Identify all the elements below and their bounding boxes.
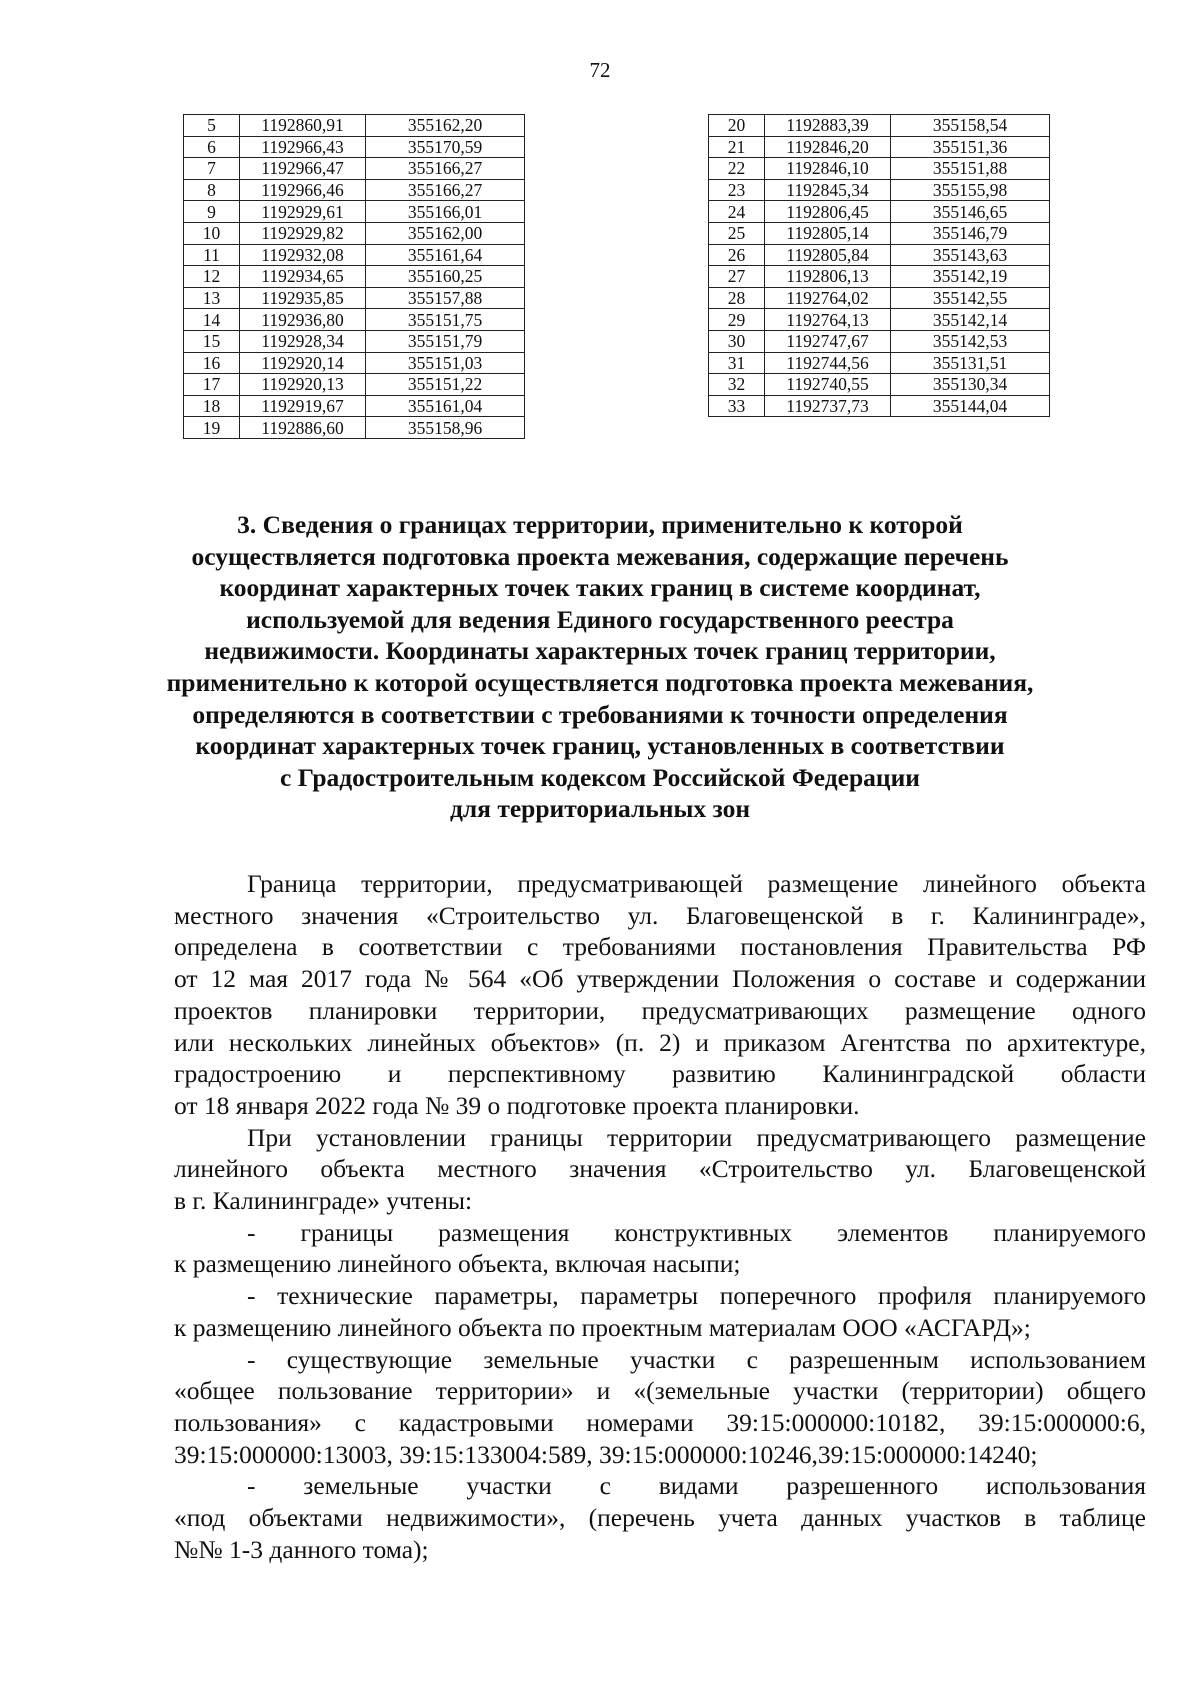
point-number-cell: 17 [184,374,240,396]
x-coordinate-cell: 1192935,85 [240,287,366,309]
table-row [184,266,525,288]
paragraph-line: проектов планировки территории, предусматривающих размещение одного [174,995,1146,1025]
table-row [709,309,1050,331]
x-coordinate-cell: 1192846,20 [765,136,891,158]
table-row [184,244,525,266]
y-coordinate-cell: 355166,27 [366,158,525,180]
paragraph-line: При установлении границы территории предусматривающего размещение [247,1122,1146,1152]
table-row [709,330,1050,352]
paragraph-line: линейного объекта местного значения «Строительство ул. Благовещенской [174,1154,1146,1184]
paragraph-line: «общее пользование территории» и «(земельные участки (территории) общего [174,1376,1146,1406]
page-number: 72 [589,58,611,82]
y-coordinate-cell: 355155,98 [891,179,1050,201]
point-number-cell: 12 [184,266,240,288]
table-row [184,374,525,396]
point-number-cell: 25 [709,222,765,244]
heading-line: с Градостроительным кодексом Российской Федерации [280,762,920,792]
paragraph-line: пользования» с кадастровыми номерами 39:15:000000:10182, 39:15:000000:6, [174,1407,1146,1437]
point-number-cell: 24 [709,201,765,223]
table-row [184,287,525,309]
x-coordinate-cell: 1192860,91 [240,115,366,137]
y-coordinate-cell: 355162,00 [366,222,525,244]
point-number-cell: 26 [709,244,765,266]
y-coordinate-cell: 355170,59 [366,136,525,158]
point-number-cell: 14 [184,309,240,331]
point-number-cell: 19 [184,417,240,439]
paragraph-line: определена в соответствии с требованиями постановления Правительства РФ [174,932,1146,962]
y-coordinate-cell: 355161,04 [366,395,525,417]
table-row [709,136,1050,158]
paragraph-line: Граница территории, предусматривающей размещение линейного объекта [247,869,1146,898]
point-number-cell: 13 [184,287,240,309]
y-coordinate-cell: 355166,27 [366,179,525,201]
heading-line: координат характерных точек границ, установленных в соответствии [195,731,1005,761]
point-number-cell: 23 [709,179,765,201]
table-row [709,201,1050,223]
heading-line: осуществляется подготовка проекта межевания, содержащие перечень [191,541,1009,571]
coordinates-table-right [708,114,1050,417]
paragraph-line: - существующие земельные участки с разрешенным использованием [247,1344,1146,1374]
x-coordinate-cell: 1192919,67 [240,395,366,417]
heading-line: 3. Сведения о границах территории, применительно к которой [237,510,963,539]
x-coordinate-cell: 1192929,61 [240,201,366,223]
y-coordinate-cell: 355146,65 [891,201,1050,223]
x-coordinate-cell: 1192920,14 [240,352,366,374]
y-coordinate-cell: 355151,88 [891,158,1050,180]
x-coordinate-cell: 1192744,56 [765,352,891,374]
point-number-cell: 29 [709,309,765,331]
x-coordinate-cell: 1192928,34 [240,330,366,352]
point-number-cell: 21 [709,136,765,158]
table-row [709,395,1050,417]
paragraph-line: градостроению и перспективному развитию Калининградской области [174,1059,1146,1089]
paragraph-line: «под объектами недвижимости», (перечень учета данных участков в таблице [174,1503,1146,1533]
y-coordinate-cell: 355161,64 [366,244,525,266]
y-coordinate-cell: 355146,79 [891,222,1050,244]
point-number-cell: 15 [184,330,240,352]
heading-line: применительно к которой осуществляется подготовка проекта межевания, [166,667,1034,697]
x-coordinate-cell: 1192764,13 [765,309,891,331]
y-coordinate-cell: 355142,55 [891,287,1050,309]
point-number-cell: 18 [184,395,240,417]
x-coordinate-cell: 1192846,10 [765,158,891,180]
x-coordinate-cell: 1192764,02 [765,287,891,309]
point-number-cell: 27 [709,266,765,288]
table-row [184,352,525,374]
point-number-cell: 10 [184,222,240,244]
y-coordinate-cell: 355151,75 [366,309,525,331]
paragraph-line: местного значения «Строительство ул. Благовещенской в г. Калининграде», [174,900,1146,930]
section-heading [150,509,1050,825]
y-coordinate-cell: 355151,79 [366,330,525,352]
paragraph-line: или нескольких линейных объектов» (п. 2) и приказом Агентства по архитектуре, [174,1027,1146,1057]
point-number-cell: 20 [709,115,765,137]
paragraph-line: - земельные участки с видами разрешенного использования [247,1471,1146,1501]
table-row [184,115,525,137]
y-coordinate-cell: 355131,51 [891,352,1050,374]
table-row [184,395,525,417]
heading-line: координат характерных точек таких границ в системе координат, [219,573,981,603]
point-number-cell: 11 [184,244,240,266]
point-number-cell: 28 [709,287,765,309]
point-number-cell: 33 [709,395,765,417]
y-coordinate-cell: 355143,63 [891,244,1050,266]
y-coordinate-cell: 355151,36 [891,136,1050,158]
y-coordinate-cell: 355157,88 [366,287,525,309]
x-coordinate-cell: 1192747,67 [765,330,891,352]
paragraph-line: - границы размещения конструктивных элементов планируемого [247,1217,1146,1247]
y-coordinate-cell: 355151,03 [366,352,525,374]
x-coordinate-cell: 1192886,60 [240,417,366,439]
y-coordinate-cell: 355158,54 [891,115,1050,137]
y-coordinate-cell: 355142,19 [891,266,1050,288]
table-row [184,179,525,201]
x-coordinate-cell: 1192966,43 [240,136,366,158]
y-coordinate-cell: 355160,25 [366,266,525,288]
paragraph-line: от 18 января 2022 года № 39 о подготовке проекта планировки. [174,1090,860,1120]
table-row [184,330,525,352]
y-coordinate-cell: 355151,22 [366,374,525,396]
point-number-cell: 30 [709,330,765,352]
table-row [184,222,525,244]
paragraph-line: от 12 мая 2017 года № 564 «Об утверждении Положения о составе и содержании [174,964,1146,994]
paragraph-line: - технические параметры, параметры поперечного профиля планируемого [247,1281,1146,1311]
y-coordinate-cell: 355158,96 [366,417,525,439]
heading-line: для территориальных зон [449,794,751,824]
paragraph-line: в г. Калининграде» учтены: [174,1186,473,1216]
table-row [709,266,1050,288]
coordinates-table-left [183,114,525,439]
x-coordinate-cell: 1192920,13 [240,374,366,396]
table-row [709,352,1050,374]
x-coordinate-cell: 1192883,39 [765,115,891,137]
y-coordinate-cell: 355142,53 [891,330,1050,352]
point-number-cell: 22 [709,158,765,180]
x-coordinate-cell: 1192936,80 [240,309,366,331]
paragraph-line: 39:15:000000:13003, 39:15:133004:589, 39:15:000000:10246,39:15:000000:14240; [174,1439,1038,1469]
table-row [184,201,525,223]
x-coordinate-cell: 1192737,73 [765,395,891,417]
paragraph-line: к размещению линейного объекта по проектным материалам ООО «АСГАРД»; [174,1312,1031,1342]
x-coordinate-cell: 1192934,65 [240,266,366,288]
body-text [174,868,1146,1565]
table-row [709,374,1050,396]
x-coordinate-cell: 1192806,13 [765,266,891,288]
table-row [184,158,525,180]
table-row [709,179,1050,201]
x-coordinate-cell: 1192932,08 [240,244,366,266]
point-number-cell: 32 [709,374,765,396]
point-number-cell: 8 [184,179,240,201]
table-row [184,309,525,331]
point-number-cell: 5 [184,115,240,137]
point-number-cell: 7 [184,158,240,180]
y-coordinate-cell: 355144,04 [891,395,1050,417]
point-number-cell: 9 [184,201,240,223]
table-row [184,417,525,439]
x-coordinate-cell: 1192845,34 [765,179,891,201]
y-coordinate-cell: 355166,01 [366,201,525,223]
table-row [709,158,1050,180]
y-coordinate-cell: 355142,14 [891,309,1050,331]
heading-line: используемой для ведения Единого государственного реестра [246,604,954,634]
x-coordinate-cell: 1192929,82 [240,222,366,244]
x-coordinate-cell: 1192805,84 [765,244,891,266]
point-number-cell: 16 [184,352,240,374]
x-coordinate-cell: 1192740,55 [765,374,891,396]
heading-line: недвижимости. Координаты характерных точек границ территории, [204,636,996,666]
paragraph-line: №№ 1-3 данного тома); [174,1534,429,1564]
table-row [709,287,1050,309]
table-row [709,115,1050,137]
y-coordinate-cell: 355162,20 [366,115,525,137]
x-coordinate-cell: 1192806,45 [765,201,891,223]
table-row [709,222,1050,244]
table-row [184,136,525,158]
x-coordinate-cell: 1192805,14 [765,222,891,244]
point-number-cell: 31 [709,352,765,374]
x-coordinate-cell: 1192966,46 [240,179,366,201]
heading-line: определяются в соответствии с требованиями к точности определения [192,699,1008,729]
paragraph-line: к размещению линейного объекта, включая насыпи; [174,1249,741,1279]
table-row [709,244,1050,266]
x-coordinate-cell: 1192966,47 [240,158,366,180]
y-coordinate-cell: 355130,34 [891,374,1050,396]
point-number-cell: 6 [184,136,240,158]
